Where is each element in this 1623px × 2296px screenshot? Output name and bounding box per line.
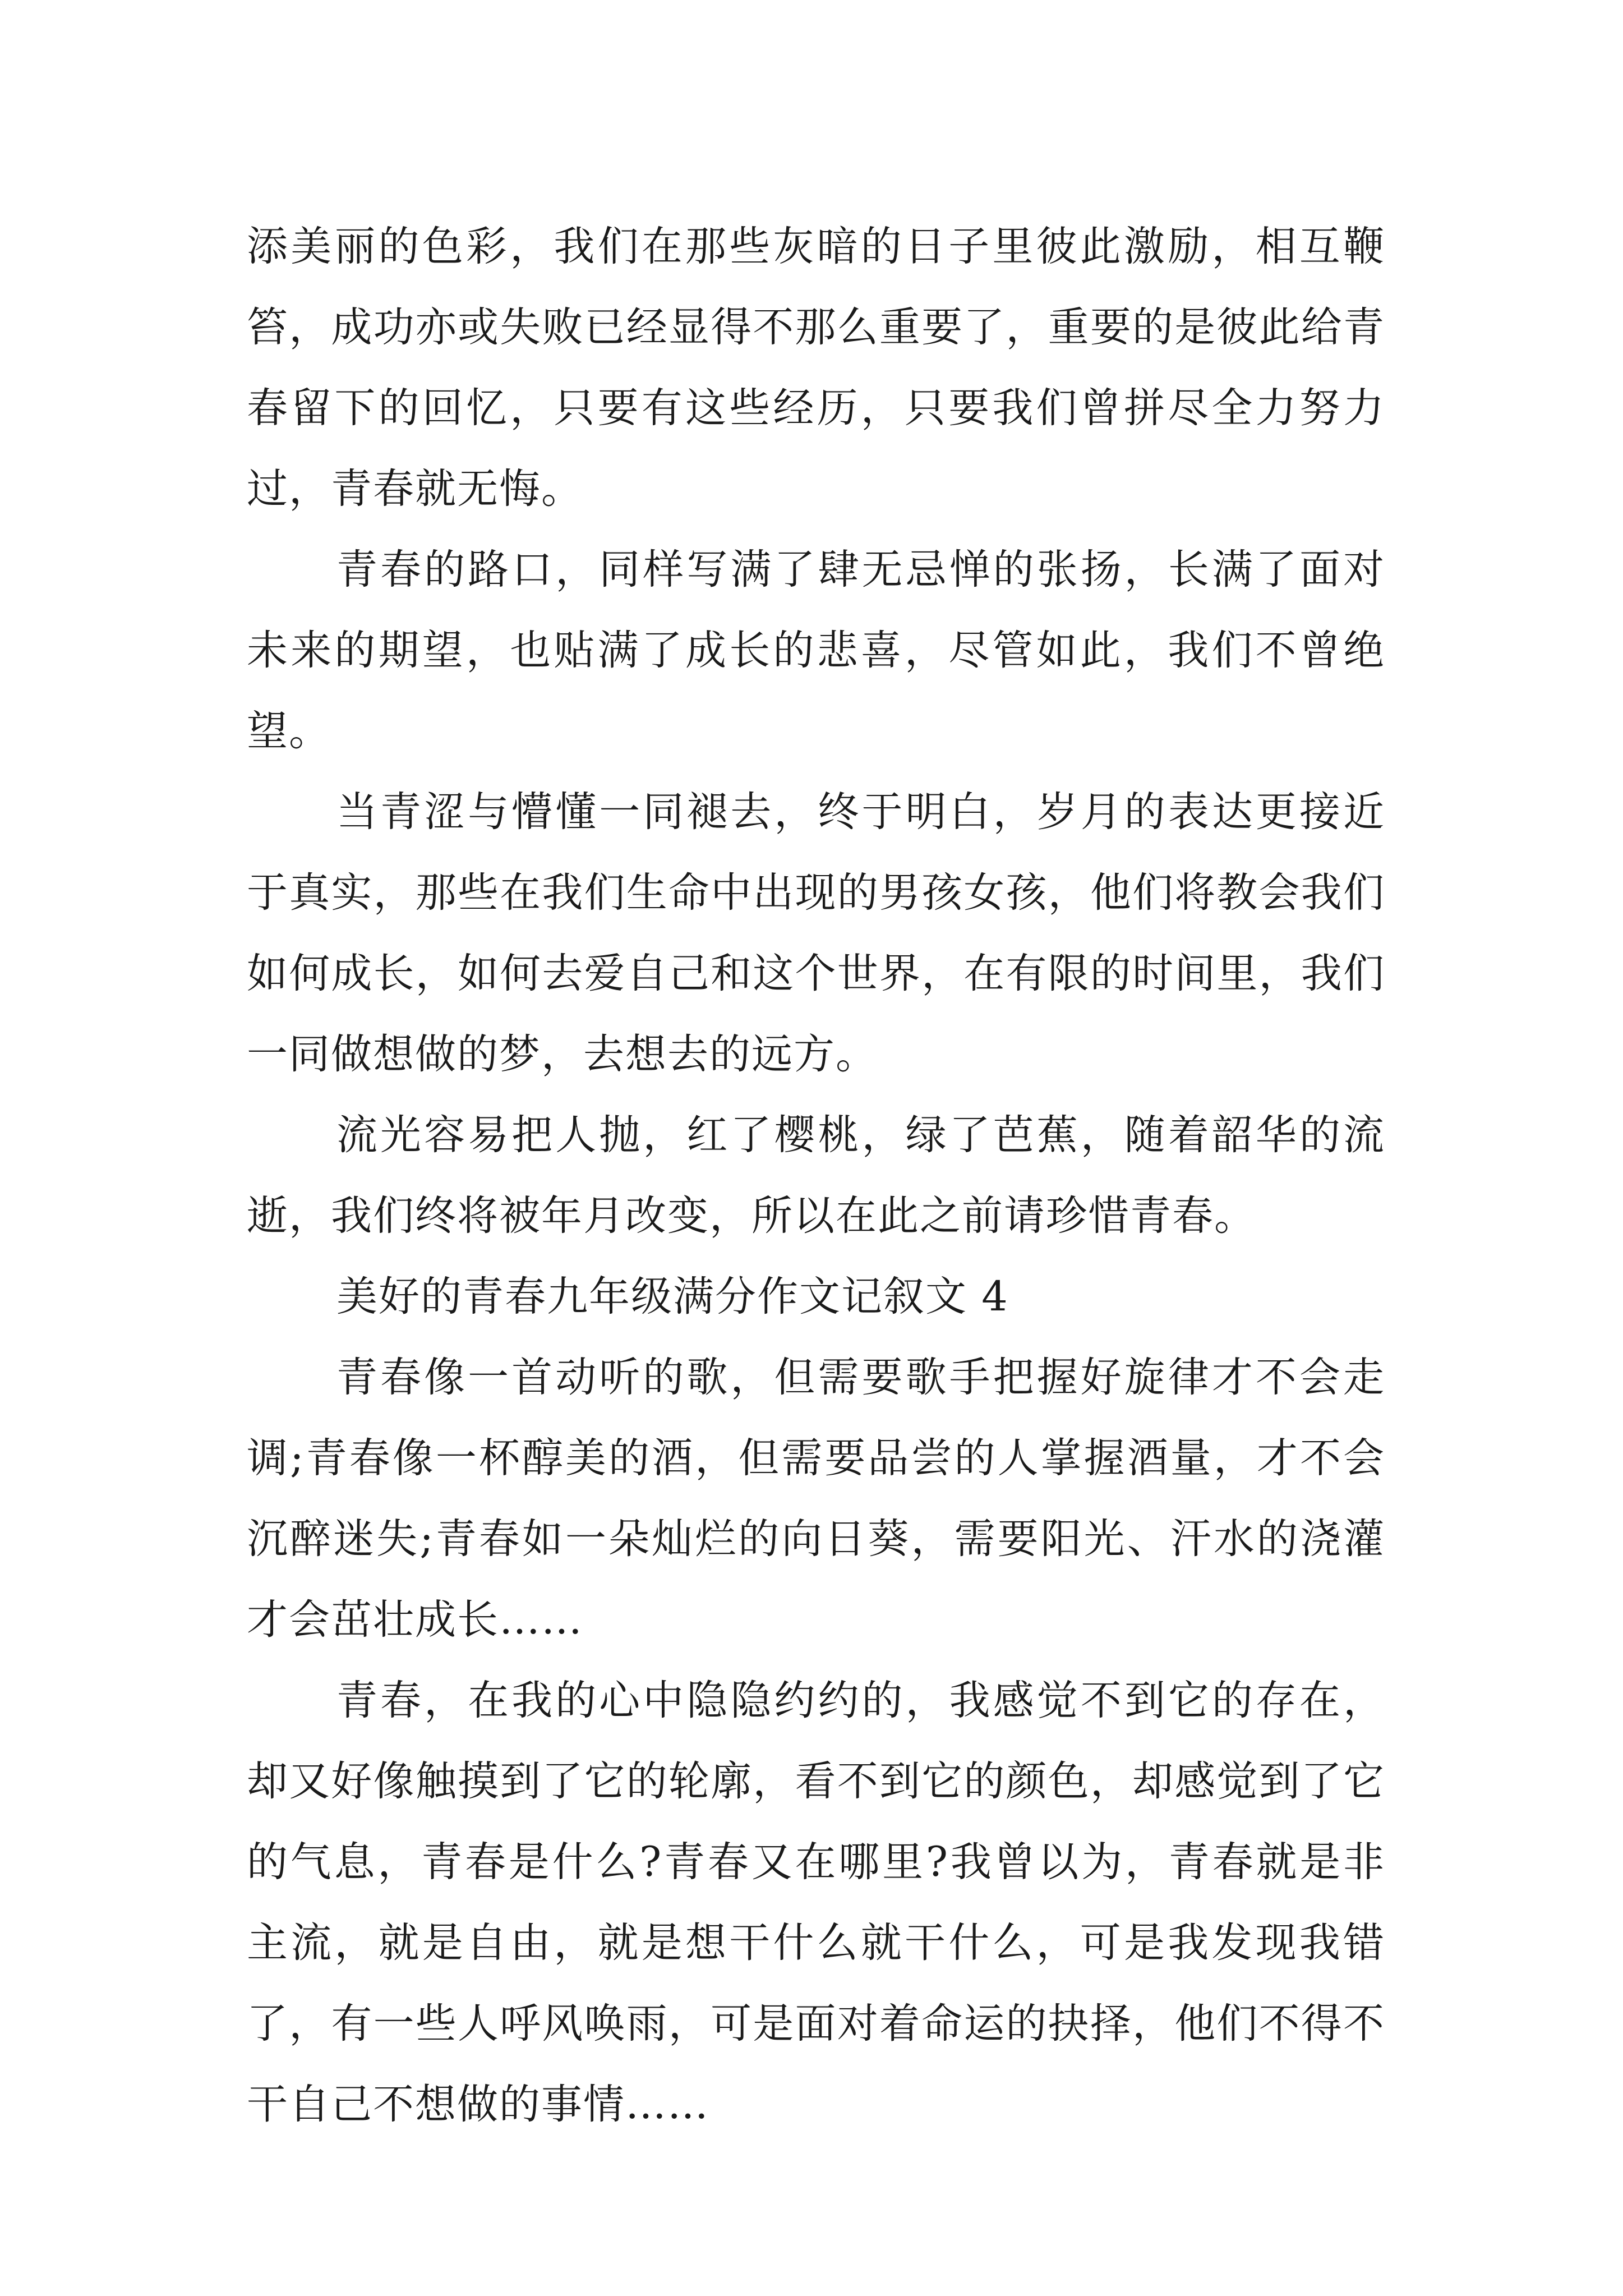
paragraph-continuation: 添美丽的色彩，我们在那些灰暗的日子里彼此激励，相互鞭笞，成功亦或失败已经显得不那么重要了，重要的是彼此给青春留下的回忆，只要有这些经历，只要我们曾拼尽全力努力过，青春就无悔。 xyxy=(247,223,1385,513)
paragraph: 青春像一首动听的歌，但需要歌手把握好旋律才不会走调;青春像一杯醇美的酒，但需要品尝的人掌握酒量，才不会沉醉迷失;青春如一朵灿烂的向日葵，需要阳光、汗水的浇灌才会茁壮成长…… xyxy=(247,1354,1385,1644)
section-heading: 美好的青春九年级满分作文记叙文 4 xyxy=(336,1273,1009,1320)
document-body xyxy=(247,206,1385,2145)
paragraph: 青春的路口，同样写满了肆无忌惮的张扬，长满了面对未来的期望，也贴满了成长的悲喜，尽管如此，我们不曾绝望。 xyxy=(247,546,1385,755)
paragraph: 流光容易把人抛，红了樱桃，绿了芭蕉，随着韶华的流逝，我们终将被年月改变，所以在此之前请珍惜青春。 xyxy=(247,1111,1385,1240)
paragraph: 当青涩与懵懂一同褪去，终于明白，岁月的表达更接近于真实，那些在我们生命中出现的男孩女孩，他们将教会我们如何成长，如何去爱自己和这个世界，在有限的时间里，我们一同做想做的梦，去想去的远方。 xyxy=(247,788,1385,1078)
paragraph: 青春，在我的心中隐隐约约的，我感觉不到它的存在，却又好像触摸到了它的轮廓，看不到它的颜色，却感觉到了它的气息，青春是什么?青春又在哪里?我曾以为，青春就是非主流，就是自由，就是想干什么就干什么，可是我发现我错了，有一些人呼风唤雨，可是面对着命运的抉择，他们不得不干自己不想做的事情…… xyxy=(247,1677,1385,2128)
